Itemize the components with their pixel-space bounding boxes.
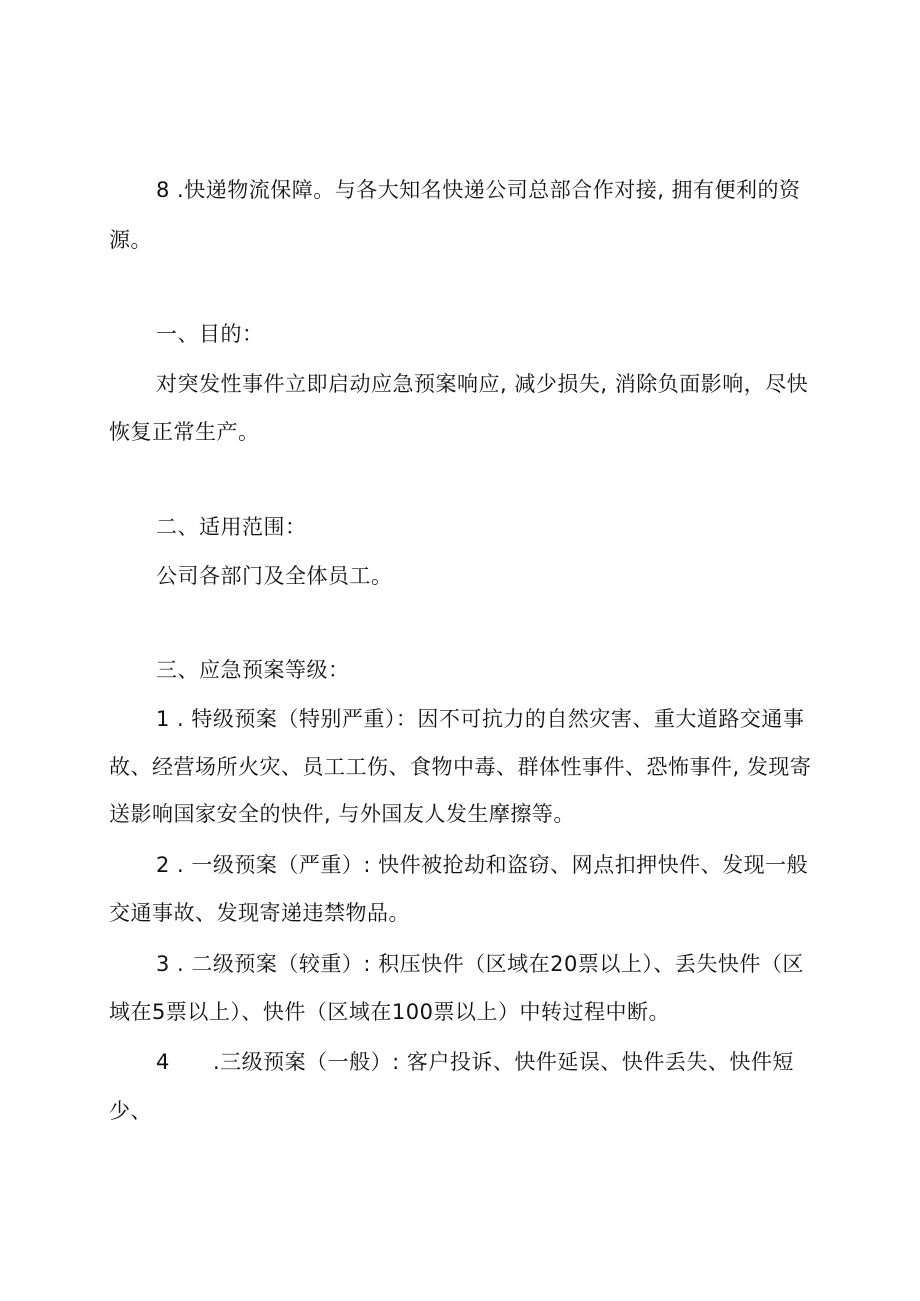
section-1-line-1: 对突发性事件立即启动应急预案响应, 减少损失, 消除负面影响，尽快 xyxy=(156,372,809,396)
paragraph-8-line-2: 源。 xyxy=(109,228,152,252)
item-3-line-2: 域在5票以上）、快件（区域在100票以上）中转过程中断。 xyxy=(109,1000,670,1024)
item-2-line-1: 2 . 一级预案（严重）: 快件被抢劫和盗窃、网点扣押快件、发现一般 xyxy=(156,853,809,877)
item-4-number: 4 xyxy=(156,1050,170,1074)
section-2-heading: 二、适用范围： xyxy=(156,515,307,539)
paragraph-8-line-1: 8 .快递物流保障。与各大知名快递公司总部合作对接, 拥有便利的资 xyxy=(156,178,801,202)
section-1-heading: 一、目的： xyxy=(156,322,264,346)
item-2-line-2: 交通事故、发现寄递违禁物品。 xyxy=(109,901,410,925)
item-1-line-3: 送影响国家安全的快件, 与外国友人发生摩擦等。 xyxy=(109,802,575,826)
item-4-line-1: .三级预案（一般）: 客户投诉、快件延误、快件丢失、快件短 xyxy=(213,1050,794,1074)
item-4-line-2: 少、 xyxy=(109,1099,152,1123)
item-1-line-2: 故、经营场所火灾、员工工伤、食物中毒、群体性事件、恐怖事件, 发现寄 xyxy=(109,755,812,779)
section-2-line-1: 公司各部门及全体员工。 xyxy=(156,564,393,588)
item-3-line-1: 3 . 二级预案（较重）: 积压快件（区域在20票以上）、丢失快件（区 xyxy=(156,952,804,976)
section-3-heading: 三、应急预案等级： xyxy=(156,658,350,682)
item-1-line-1: 1 . 特级预案（特别严重）：因不可抗力的自然灾害、重大道路交通事 xyxy=(156,707,805,731)
section-1-line-2: 恢复正常生产。 xyxy=(109,420,260,444)
